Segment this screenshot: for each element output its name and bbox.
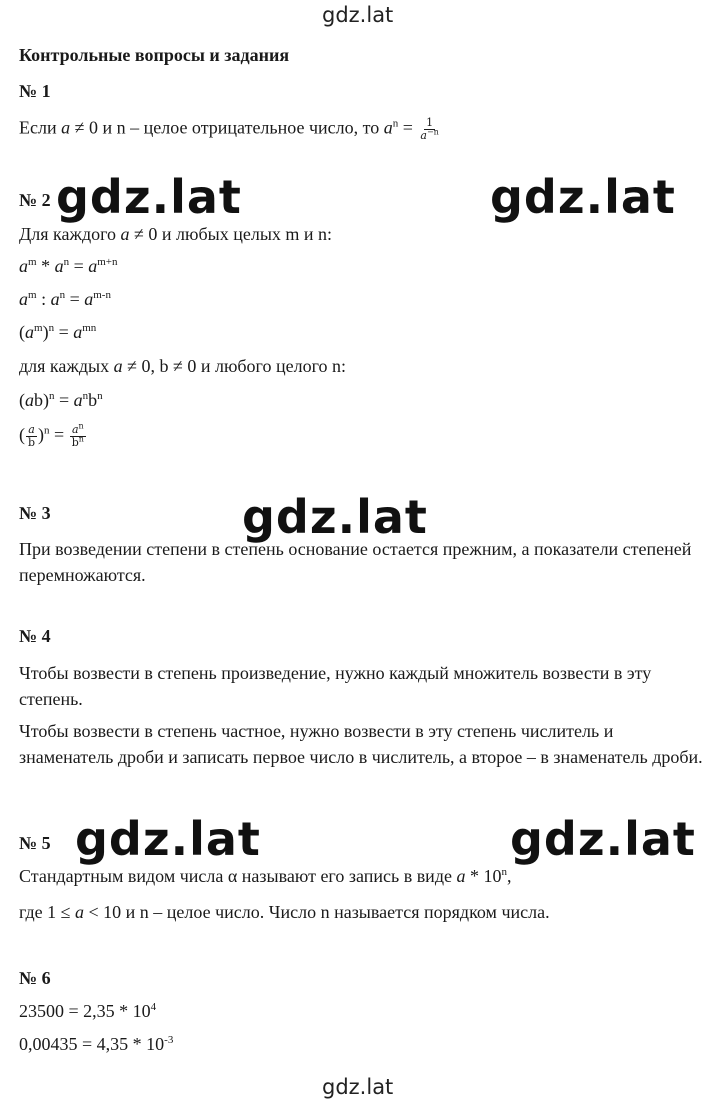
question-2-line-1: Для каждого a ≠ 0 и любых целых m и n:	[19, 224, 333, 244]
question-2-formula-5: ( $\frac{a}{b}$ )$^n$ = $\frac{a^n}{b^n}$	[19, 421, 84, 449]
watermark-4: gdz.lat	[75, 812, 261, 866]
watermark-1: gdz.lat	[56, 170, 242, 224]
site-label-top: gdz.lat	[322, 3, 394, 27]
question-6-expression-1: $23500 = 2,35 * 10^4$	[19, 1001, 157, 1021]
question-5-number: № 5	[19, 833, 51, 853]
question-5-line-1: Стандартным видом числа α называют его запись в виде a * 10$^n$,	[19, 866, 512, 886]
question-2-formula-2: $a^m$ : $a^n = a^{m-n}$	[19, 289, 111, 309]
question-3-text: При возведении степени в степень основание остается прежним, а показатели степеней перемножаются.	[19, 539, 692, 585]
question-4-number: № 4	[19, 626, 51, 646]
question-5-line-2: где 1 ≤ a < 10 и n – целое число. Число n называется порядком числа.	[19, 902, 550, 922]
question-2-line-2: для каждых a ≠ 0, b ≠ 0 и любого целого n:	[19, 356, 347, 376]
question-6-number: № 6	[19, 968, 51, 988]
question-1-text: Если a ≠ 0 и n – целое отрицательное число, то $a^n$ = $\frac{1}{a^{-n}}$	[19, 116, 439, 142]
question-6-expression-2: $0,00435 = 4,35 * 10^{-3}$	[19, 1034, 174, 1054]
site-label-bottom: gdz.lat	[322, 1075, 394, 1099]
question-1-fraction: $\frac{1}{a^{-n}}$	[420, 116, 439, 142]
question-1-number: № 1	[19, 81, 51, 101]
watermark-2: gdz.lat	[490, 170, 676, 224]
question-3-number: № 3	[19, 503, 51, 523]
question-4-paragraph-1: Чтобы возвести в степень произведение, нужно каждый множитель возвести в эту степень.	[19, 663, 652, 709]
question-2-number: № 2	[19, 190, 51, 210]
watermark-3: gdz.lat	[242, 490, 428, 544]
question-4-paragraph-2: Чтобы возвести в степень частное, нужно возвести в эту степень числитель и знаменатель дроби и записать первое число в числитель, а второе – в знаменатель дроби.	[19, 721, 703, 767]
question-2-formula-1: $a^m * a^n = a^{m+n}$	[19, 256, 118, 276]
question-2-formula-3: $(a^m)^n = a^{mn}$	[19, 322, 97, 342]
watermark-5: gdz.lat	[510, 812, 696, 866]
page-heading: Контрольные вопросы и задания	[19, 45, 290, 65]
question-2-formula-4: $(ab)^n = a^nb^n$	[19, 390, 103, 410]
